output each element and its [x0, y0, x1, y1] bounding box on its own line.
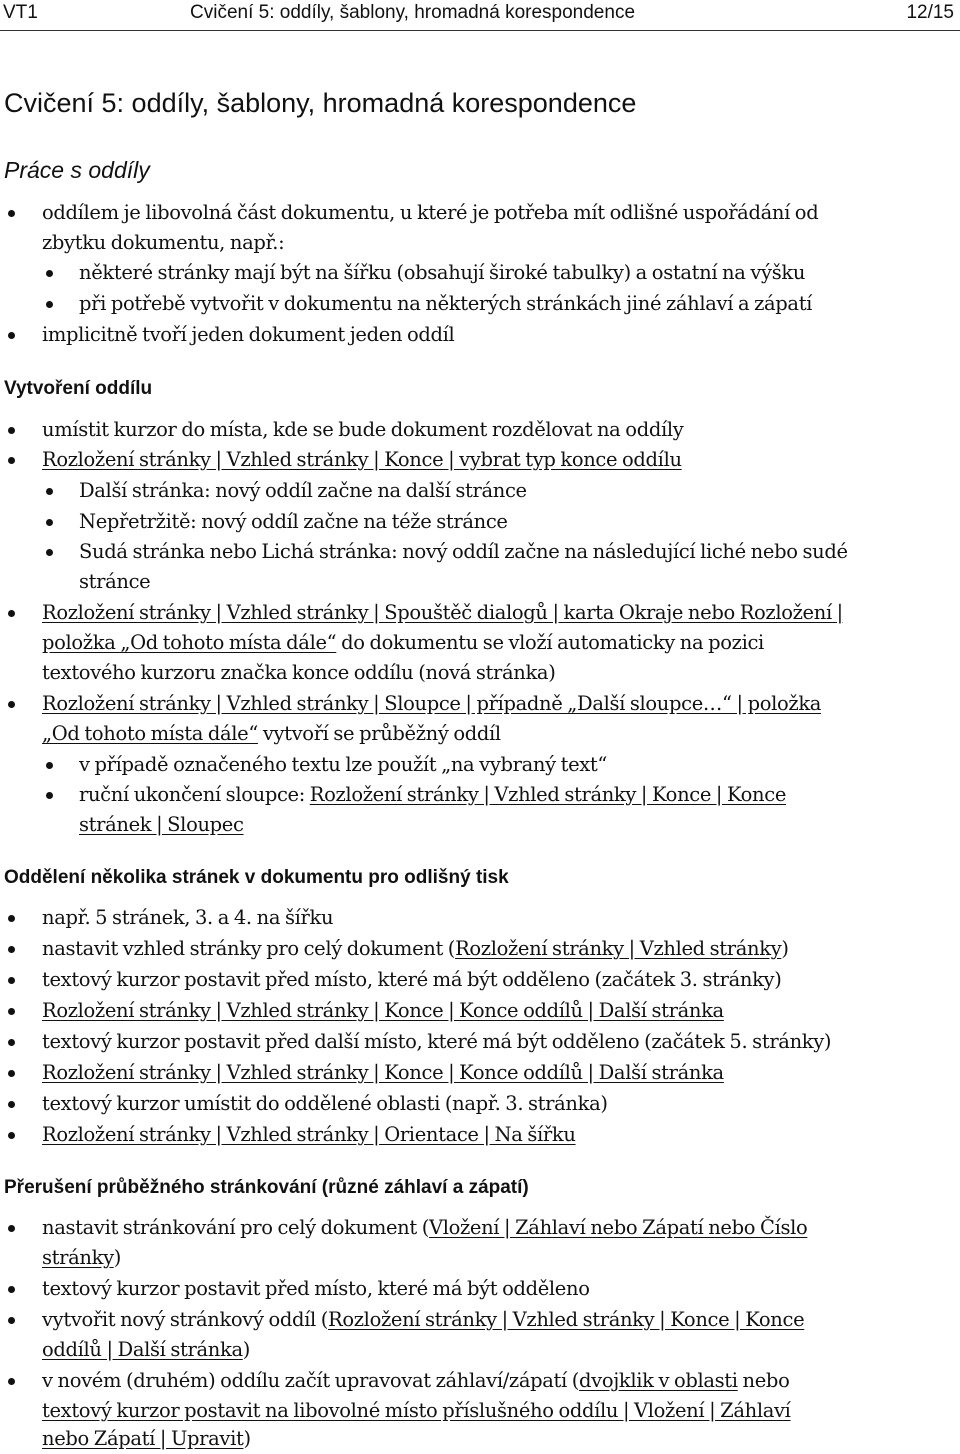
list-item-text: )	[243, 1427, 251, 1450]
menu-path: „Od tohoto místa dále“	[42, 722, 258, 745]
bullet-icon	[8, 915, 15, 922]
bullet-icon	[8, 610, 15, 617]
list-item: textový kurzor umístit do oddělené oblasti (např. 3. stránka)	[42, 1092, 608, 1115]
section-heading-prace: Práce s oddíly	[4, 157, 150, 183]
bullet-icon	[8, 1286, 15, 1293]
bullet-icon	[46, 519, 53, 526]
list-item-text: nebo	[737, 1369, 790, 1392]
bullet-icon	[8, 1070, 15, 1077]
page-number: 12/15	[906, 2, 954, 23]
menu-path: oddílů | Další stránka	[42, 1338, 243, 1361]
list-item: implicitně tvoří jeden dokument jeden oddíl	[42, 323, 455, 346]
menu-path: stránek | Sloupec	[79, 813, 244, 836]
list-item: při potřebě vytvořit v dokumentu na některých stránkách jiné záhlaví a zápatí	[79, 292, 813, 315]
list-item-continuation	[42, 1335, 250, 1365]
bullet-icon	[8, 1039, 15, 1046]
list-item-continuation: textového kurzoru značka konce oddílu (nová stránka)	[42, 661, 556, 684]
bullet-icon	[8, 332, 15, 339]
list-item-text: ruční ukončení sloupce:	[79, 783, 310, 806]
list-item: oddílem je libovolná část dokumentu, u které je potřeba mít odlišné uspořádání od	[42, 201, 819, 224]
list-item-continuation: zbytku dokumentu, např.:	[42, 231, 285, 254]
list-item-text: nastavit vzhled stránky pro celý dokument (	[42, 937, 456, 960]
list-item-continuation: stránce	[79, 570, 151, 593]
bullet-icon	[46, 549, 53, 556]
list-item: textový kurzor postavit před místo, které má být odděleno (začátek 3. stránky)	[42, 968, 782, 991]
list-item: Sudá stránka nebo Lichá stránka: nový oddíl začne na následující liché nebo sudé	[79, 540, 848, 563]
list-item-text: vytvoří se průběžný oddíl	[257, 722, 501, 745]
list-item-text: )	[113, 1246, 121, 1269]
bullet-icon	[8, 946, 15, 953]
bullet-icon	[8, 427, 15, 434]
menu-path: stránky	[42, 1246, 114, 1269]
list-item	[42, 1366, 789, 1396]
running-header-left: VT1	[3, 2, 38, 23]
list-item	[42, 1305, 804, 1335]
menu-path: položka „Od tohoto místa dále“	[42, 631, 337, 654]
bullet-icon	[8, 457, 15, 464]
section-heading-oddeleni: Oddělení několika stránek v dokumentu pro odlišný tisk	[4, 867, 509, 888]
list-item: textový kurzor postavit před místo, které má být odděleno	[42, 1277, 590, 1300]
list-item: např. 5 stránek, 3. a 4. na šířku	[42, 906, 334, 929]
list-item-continuation	[42, 1424, 251, 1454]
bullet-icon	[8, 1225, 15, 1232]
list-item-text: )	[242, 1338, 250, 1361]
page-title: Cvičení 5: oddíly, šablony, hromadná korespondence	[4, 88, 637, 118]
list-item-text: nastavit stránkování pro celý dokument (	[42, 1216, 429, 1239]
menu-path: Rozložení stránky | Vzhled stránky | Konce | Konce	[328, 1308, 805, 1331]
list-item-continuation	[42, 628, 764, 658]
list-item-text: )	[781, 937, 789, 960]
menu-path: Rozložení stránky | Vzhled stránky | Sloupce | případně „Další sloupce…“ | položka	[42, 692, 822, 715]
bullet-icon	[46, 792, 53, 799]
list-item: v případě označeného textu lze použít „na vybraný text“	[79, 753, 608, 776]
bullet-icon	[46, 762, 53, 769]
bullet-icon	[8, 210, 15, 217]
menu-path: Rozložení stránky | Vzhled stránky	[455, 937, 782, 960]
menu-path: Rozložení stránky | Vzhled stránky | Konce | Konce oddílů | Další stránka	[42, 999, 724, 1022]
list-item	[42, 1213, 807, 1243]
bullet-icon	[46, 270, 53, 277]
bullet-icon	[8, 1101, 15, 1108]
list-item-continuation	[42, 719, 501, 749]
section-heading-preruseni: Přerušení průběžného stránkování (různé záhlaví a zápatí)	[4, 1177, 529, 1198]
menu-path: Rozložení stránky | Vzhled stránky | Konce | vybrat typ konce oddílu	[42, 448, 682, 471]
list-item: Další stránka: nový oddíl začne na další stránce	[79, 479, 527, 502]
bullet-icon	[46, 301, 53, 308]
list-item-continuation	[42, 1243, 121, 1273]
bullet-icon	[46, 488, 53, 495]
menu-path: nebo Zápatí | Upravit	[42, 1427, 244, 1450]
list-item-text: vytvořit nový stránkový oddíl (	[42, 1308, 329, 1331]
menu-path: Vložení | Záhlaví nebo Zápatí nebo Číslo	[428, 1216, 808, 1239]
menu-path: Rozložení stránky | Vzhled stránky | Konce | Konce oddílů | Další stránka	[42, 1061, 724, 1084]
list-item-text: v novém (druhém) oddílu začít upravovat záhlaví/zápatí (	[42, 1369, 580, 1392]
list-item	[42, 934, 789, 964]
menu-path: dvojklik v oblasti	[579, 1369, 738, 1392]
section-heading-vytvoreni: Vytvoření oddílu	[4, 378, 153, 399]
list-item: umístit kurzor do místa, kde se bude dokument rozdělovat na oddíly	[42, 418, 684, 441]
running-header-title: Cvičení 5: oddíly, šablony, hromadná korespondence	[190, 2, 636, 23]
list-item: některé stránky mají být na šířku (obsahují široké tabulky) a ostatní na výšku	[79, 261, 806, 284]
menu-path: Rozložení stránky | Vzhled stránky | Orientace | Na šířku	[42, 1123, 576, 1146]
list-item	[79, 780, 786, 810]
bullet-icon	[8, 1317, 15, 1324]
list-item-text: do dokumentu se vloží automaticky na pozici	[336, 631, 764, 654]
list-item: Nepřetržitě: nový oddíl začne na téže stránce	[79, 510, 508, 533]
bullet-icon	[8, 1378, 15, 1385]
bullet-icon	[8, 1008, 15, 1015]
menu-path: Rozložení stránky | Vzhled stránky | Konce | Konce	[309, 783, 787, 806]
bullet-icon	[8, 1132, 15, 1139]
running-header	[0, 0, 960, 31]
menu-path: textový kurzor postavit na libovolné místo příslušného oddílu | Vložení | Záhlaví	[42, 1399, 791, 1422]
list-item: textový kurzor postavit před další místo, které má být odděleno (začátek 5. stránky)	[42, 1030, 832, 1053]
bullet-icon	[8, 701, 15, 708]
menu-path: Rozložení stránky | Vzhled stránky | Spouštěč dialogů | karta Okraje nebo Rozložení |	[42, 601, 843, 624]
bullet-icon	[8, 977, 15, 984]
